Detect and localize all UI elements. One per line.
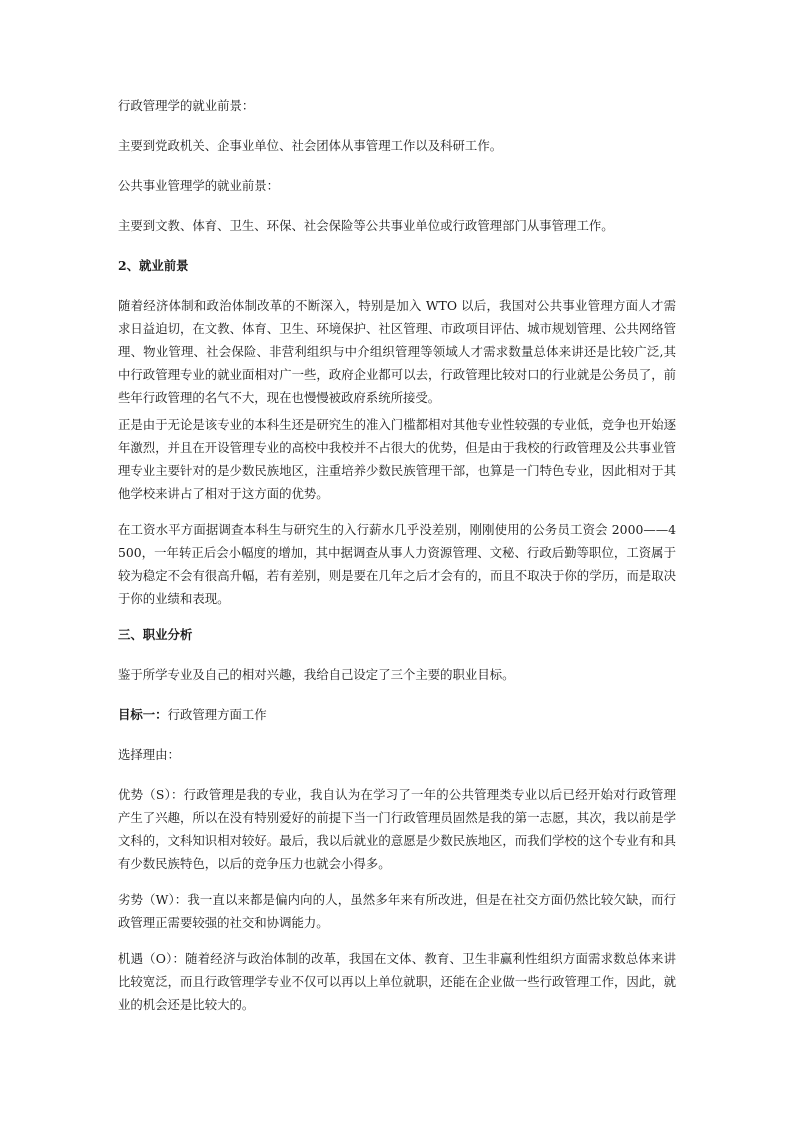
paragraph-weaknesses: 劣势（W）：我一直以来都是偏内向的人，虽然多年来有所改进，但是在社交方面仍然比较欠缺，而行政管理正需要较强的社交和协调能力。 <box>118 892 676 930</box>
goal-one-label: 目标一： <box>118 707 168 722</box>
section-heading-career-analysis: 三、职业分析 <box>118 627 193 642</box>
paragraph-employment: 随着经济体制和政治体制改革的不断深入，特别是加入 WTO 以后，我国对公共事业管理方面人才需求日益迫切，在文教、体育、卫生、环境保护、社区管理、市政项目评估、城市规划管理、公共网络管理、物业管理、社会保险、非营利组织与中介组织管理等领域人才需求数量总体来讲还是比较广泛,其中行政管理专业的就业面相对广一些，政府企业都可以去，行政管理比较对口的行业就是公务员了，前些年行政管理的名气不大，现在也慢慢被政府系统所接受。 <box>118 298 676 405</box>
paragraph-salary: 在工资水平方面据调查本科生与研究生的入行薪水几乎没差别，刚刚使用的公务员工资会 2000——4500，一年转正后会小幅度的增加，其中据调查从事人力资源管理、文秘、行政后勤等职位，工资属于较为稳定不会有很高升幅，若有差别，则是要在几年之后才会有的，而且不取决于你的学历，而是取决于你的业绩和表现。 <box>118 522 676 606</box>
paragraph-strengths: 优势（S）：行政管理是我的专业，我自认为在学习了一年的公共管理类专业以后已经开始对行政管理产生了兴趣，所以在没有特别爱好的前提下当一门行政管理员固然是我的第一志愿，其次，我以前是学文科的，文科知识相对较好。最后，我以后就业的意愿是少数民族地区，而我们学校的这个专业有和具有少数民族特色，以后的竞争压力也就会小得多。 <box>118 787 676 871</box>
goal-one <box>118 703 678 726</box>
paragraph-advantage: 正是由于无论是该专业的本科生还是研究生的准入门槛都相对其他专业性较强的专业低，竞争也开始逐年激烈，并且在开设管理专业的高校中我校并不占很大的优势，但是由于我校的行政管理及公共事业管理专业主要针对的是少数民族地区，注重培养少数民族管理干部，也算是一门特色专业，因此相对于其他学校来讲占了相对于这方面的优势。 <box>118 417 676 501</box>
goal-one-text: 行政管理方面工作 <box>167 707 267 722</box>
public-prospect-text: 主要到文教、体育、卫生、环保、社会保险等公共事业单位或行政管理部门从事管理工作。 <box>118 218 614 233</box>
admin-prospect-heading: 行政管理学的就业前景： <box>118 98 255 113</box>
section-heading-employment: 2、就业前景 <box>118 258 189 273</box>
paragraph-goals-intro: 鉴于所学专业及自己的相对兴趣，我给自己设定了三个主要的职业目标。 <box>118 667 515 682</box>
selection-reason: 选择理由： <box>118 747 180 762</box>
paragraph-opportunities: 机遇（O）：随着经济与政治体制的改革，我国在文体、教育、卫生非赢利性组织方面需求数总体来讲比较宽泛，而且行政管理学专业不仅可以再以上单位就职，还能在企业做一些行政管理工作，因此，就业的机会还是比较大的。 <box>118 951 676 1012</box>
public-prospect-heading: 公共事业管理学的就业前景： <box>118 178 280 193</box>
admin-prospect-text: 主要到党政机关、企事业单位、社会团体从事管理工作以及科研工作。 <box>118 138 503 153</box>
